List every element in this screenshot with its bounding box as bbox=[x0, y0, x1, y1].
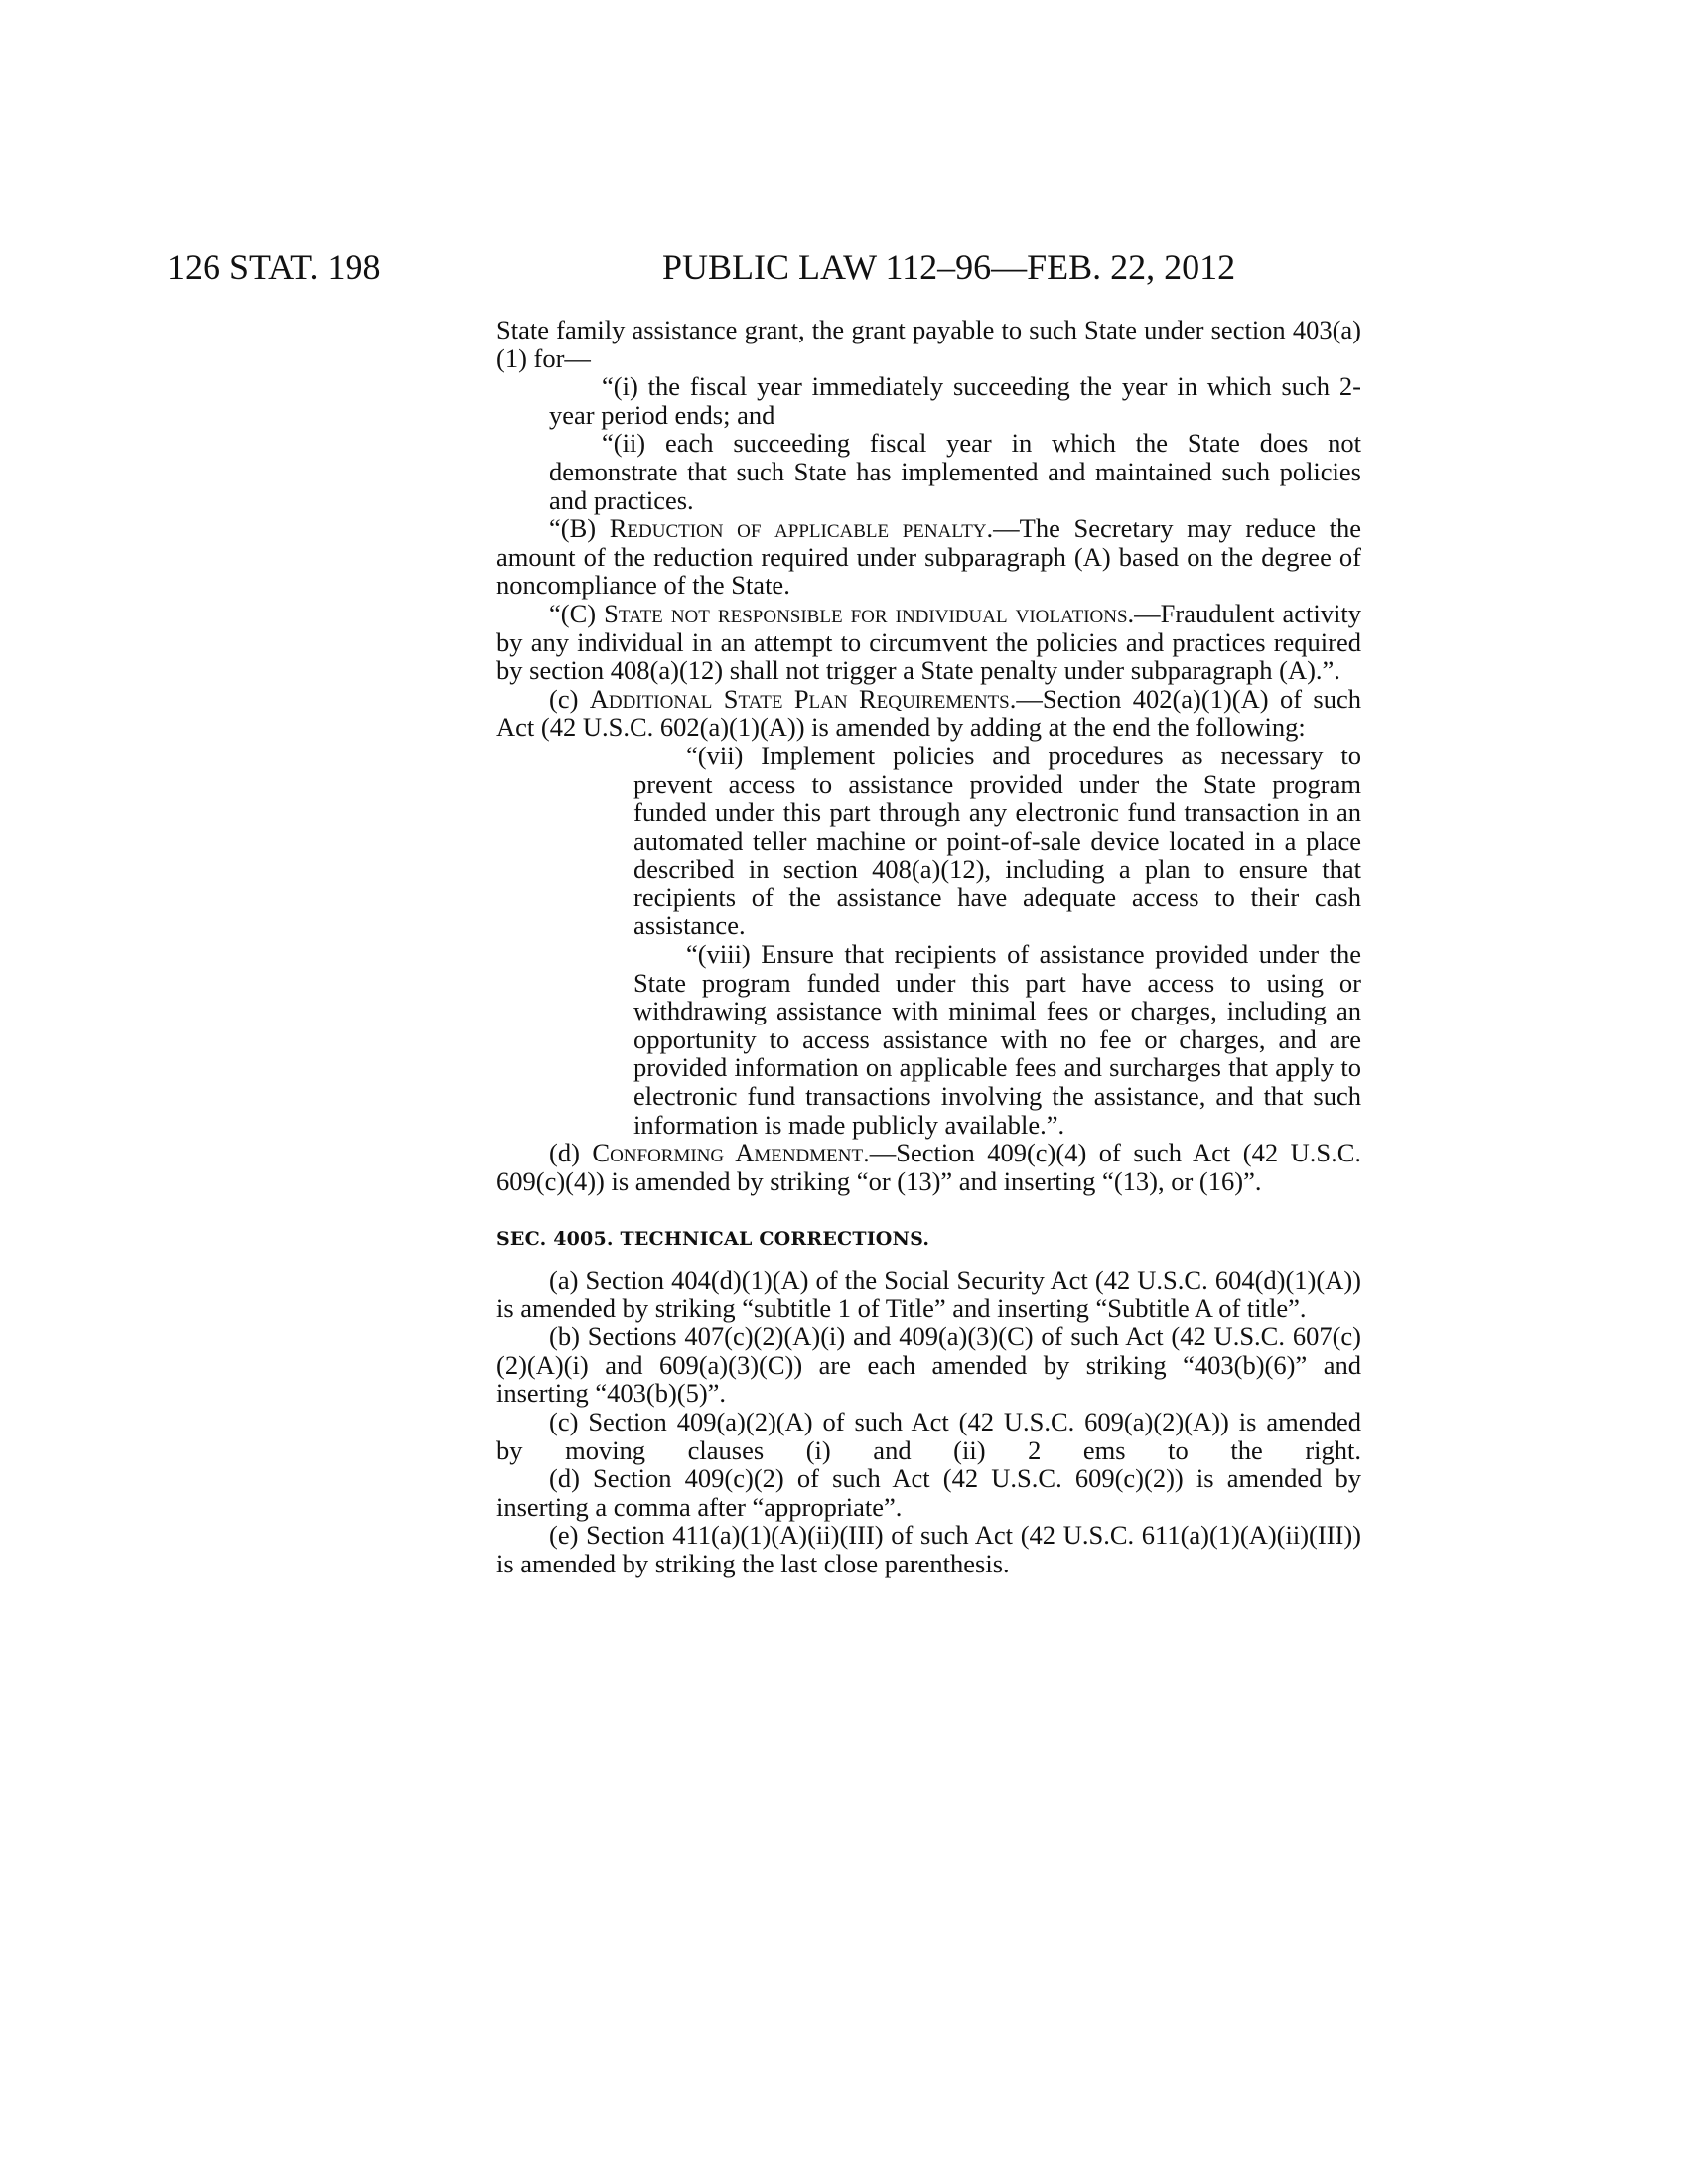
subparagraph-b bbox=[496, 514, 1361, 600]
correction-d: (d) Section 409(c)(2) of such Act (42 U.S.C. 609(c)(2)) is amended by inserting a comma after “appropriate”. bbox=[496, 1463, 1361, 1522]
clause-viii: “(viii) Ensure that recipients of assistance provided under the State program funded under this part have access to using or withdrawing assistance with minimal fees or charges, including an opportunity to access assistance with no fee or charges, and are provided information on applicable fees and surcharges that apply to electronic fund transactions involving the assistance, and that such information is made publicly available.”. bbox=[633, 939, 1361, 1140]
subsection-c-text: .—Section 402(a)(1)(A) of such Act (42 U.S.C. 602(a)(1)(A)) is amended by adding at the end the following: bbox=[496, 683, 1361, 743]
subparagraph-c bbox=[496, 600, 1361, 685]
section-heading: SEC. 4005. TECHNICAL CORRECTIONS. bbox=[496, 1228, 930, 1251]
subsection-d-lead: (d) bbox=[549, 1138, 593, 1168]
subparagraph-b-heading: Reduction of applicable penalty bbox=[609, 513, 987, 544]
subparagraph-c-heading: State not responsible for individual violations bbox=[604, 598, 1128, 628]
clause-i: “(i) the fiscal year immediately succeeding the year in which such 2-year period ends; and bbox=[549, 371, 1361, 430]
subsection-c-heading: Additional State Plan Requirements bbox=[589, 683, 1010, 714]
subsection-d bbox=[496, 1139, 1361, 1195]
correction-e: (e) Section 411(a)(1)(A)(ii)(III) of such Act (42 U.S.C. 611(a)(1)(A)(ii)(III)) is amended by striking the last close parenthesis. bbox=[496, 1520, 1361, 1578]
clause-ii: “(ii) each succeeding fiscal year in which the State does not demonstrate that such State has implemented and maintained such policies and practices. bbox=[549, 428, 1361, 515]
subparagraph-c-lead: “(C) bbox=[549, 598, 605, 628]
correction-a: (a) Section 404(d)(1)(A) of the Social Security Act (42 U.S.C. 604(d)(1)(A)) is amended by striking “subtitle 1 of Title” and inserting “Subtitle A of title”. bbox=[496, 1265, 1361, 1323]
subsection-c-lead: (c) bbox=[549, 683, 590, 714]
statute-page-number: 126 STAT. 198 bbox=[167, 247, 381, 287]
text-column bbox=[496, 316, 1361, 1578]
subsection-c bbox=[496, 685, 1361, 742]
clause-vii: “(vii) Implement policies and procedures as necessary to prevent access to assistance provided under the State program funded under this part through any electronic fund transaction in an automated teller machine or point-of-sale device located in a place described in section 408(a)(12), including a plan to ensure that recipients of the assistance have adequate access to their cash assistance. bbox=[633, 740, 1361, 941]
subsection-d-text: .—Section 409(c)(4) of such Act (42 U.S.C. 609(c)(4)) is amended by striking “or (13)” and inserting “(13), or (16)”. bbox=[496, 1138, 1362, 1196]
paragraph-continuation: State family assistance grant, the grant payable to such State under section 403(a)(1) for— bbox=[496, 315, 1361, 373]
subparagraph-c-text: .—Fraudulent activity by any individual in an attempt to circumvent the policies and practices required by section 408(a)(12) shall not trigger a State penalty under subparagraph (A).”. bbox=[496, 598, 1361, 686]
subparagraph-b-text: .—The Secretary may reduce the amount of the reduction required under subparagraph (A) based on the degree of noncompliance of the State. bbox=[496, 513, 1362, 601]
running-header: PUBLIC LAW 112–96—FEB. 22, 2012 bbox=[662, 247, 1236, 287]
correction-c: (c) Section 409(a)(2)(A) of such Act (42 U.S.C. 609(a)(2)(A)) is amended by moving clauses (i) and (ii) 2 ems to the right. bbox=[496, 1406, 1361, 1465]
subparagraph-b-lead: “(B) bbox=[549, 513, 610, 544]
subsection-d-heading: Conforming Amendment bbox=[592, 1138, 864, 1168]
correction-b: (b) Sections 407(c)(2)(A)(i) and 409(a)(3)(C) of such Act (42 U.S.C. 607(c)(2)(A)(i) and 609(a)(3)(C)) are each amended by striking “403(b)(6)” and inserting “403(b)(5)”. bbox=[496, 1321, 1361, 1409]
